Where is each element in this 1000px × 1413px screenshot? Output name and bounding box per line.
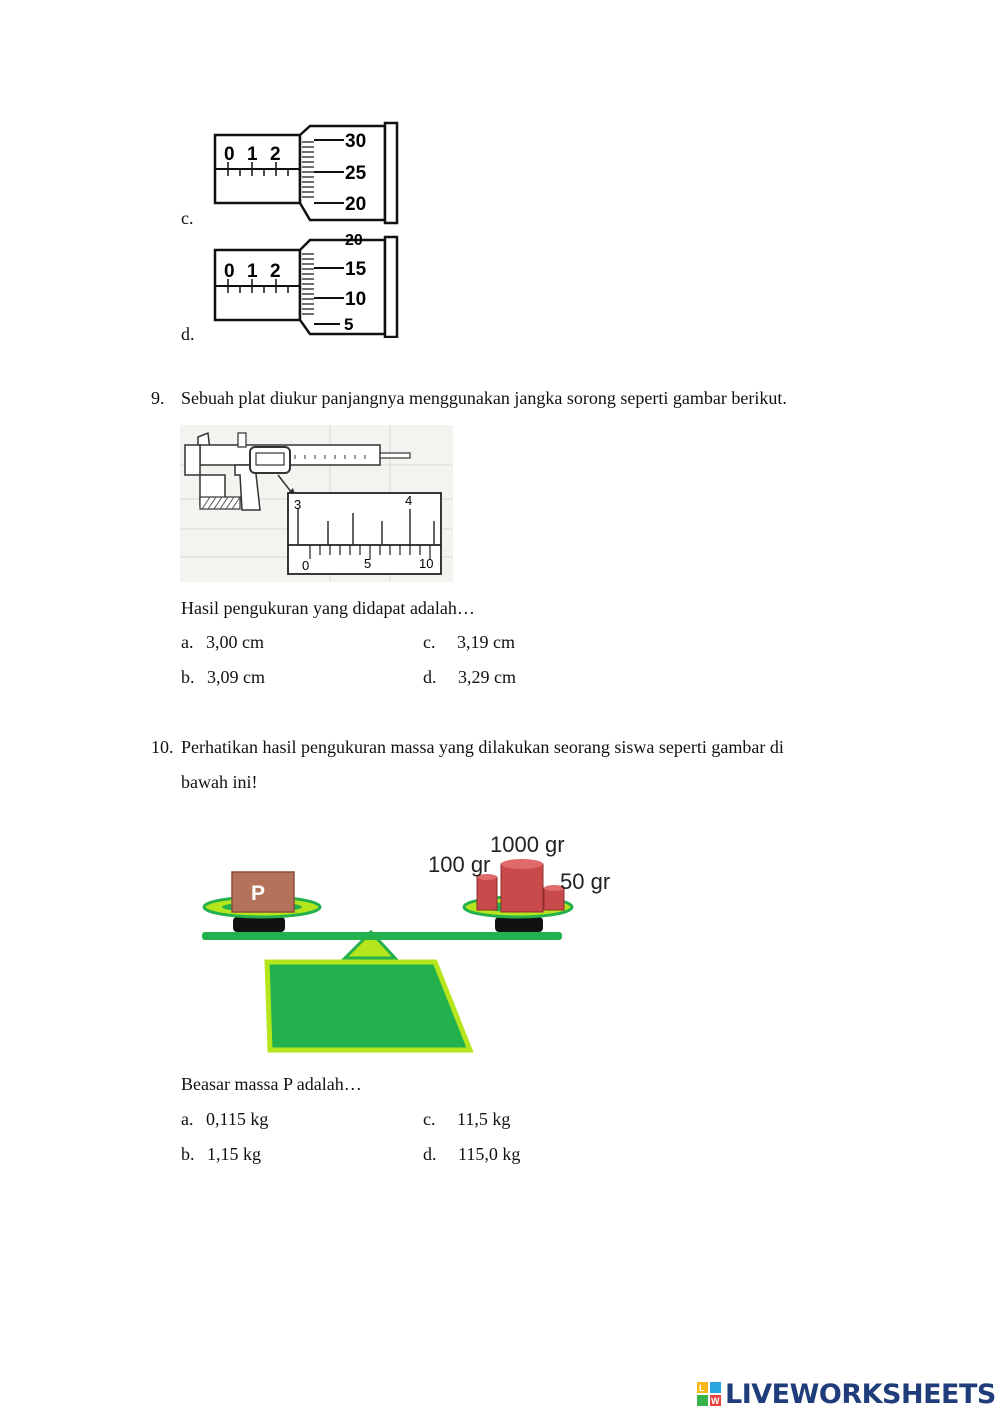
micrometer-c-main-1: 1 (247, 144, 258, 165)
q9-option-d-text: 3,29 cm (458, 667, 516, 687)
micrometer-c-thimble-1: 25 (345, 163, 367, 184)
q9-option-b-letter: b. (181, 667, 195, 687)
q10-option-d[interactable] (423, 1143, 520, 1165)
liveworksheets-logo[interactable] (697, 1378, 996, 1410)
liveworksheets-wordmark: LIVEWORKSHEETS (725, 1378, 996, 1410)
q10-option-d-text: 115,0 kg (458, 1144, 521, 1164)
micrometer-d-thimble-3: 5 (344, 315, 354, 334)
q10-question-line1: Perhatikan hasil pengukuran massa yang dilakukan seorang siswa seperti gambar di (181, 737, 784, 757)
caliper-vernier-label-10: 10 (419, 556, 434, 571)
logo-letter-l: L (699, 1383, 705, 1393)
micrometer-c-main-2: 2 (270, 144, 281, 165)
caliper-main-label-4: 4 (405, 493, 413, 508)
q9-option-a-text: 3,00 cm (206, 632, 264, 652)
q9-option-a-letter: a. (181, 632, 194, 652)
caliper-vernier-label-5: 5 (364, 556, 372, 571)
q9-option-d-letter: d. (423, 667, 437, 687)
q10-option-d-letter: d. (423, 1144, 437, 1164)
option-c-label: c. (181, 208, 194, 228)
object-p-label: P (251, 882, 266, 905)
q9-option-a[interactable] (181, 631, 264, 653)
micrometer-d-thimble-1: 15 (345, 259, 367, 280)
micrometer-c-thimble-0: 30 (345, 131, 367, 152)
q9-option-c[interactable] (423, 631, 515, 653)
micrometer-c-image (210, 120, 405, 226)
q10-option-b-letter: b. (181, 1144, 195, 1164)
q9-option-b[interactable] (181, 666, 265, 688)
q9-number: 9. (151, 388, 165, 408)
q9-prompt: Hasil pengukuran yang didapat adalah… (181, 598, 475, 618)
caliper-main-label-3: 3 (294, 497, 302, 512)
option-d-label: d. (181, 324, 195, 344)
micrometer-c-thimble-2: 20 (345, 194, 367, 215)
weight-100-label: 100 gr (428, 852, 491, 877)
q9-option-c-text: 3,19 cm (457, 632, 515, 652)
balance-scale-image (195, 822, 620, 1057)
micrometer-d-image (210, 232, 405, 338)
micrometer-c-main-0: 0 (224, 144, 235, 165)
micrometer-d-thimble-2: 10 (345, 289, 367, 310)
micrometer-d-main-2: 2 (270, 261, 281, 282)
q10-option-a-letter: a. (181, 1109, 194, 1129)
logo-letter-w: W (711, 1396, 720, 1406)
q10-option-a-text: 0,115 kg (206, 1109, 269, 1129)
micrometer-d-main-1: 1 (247, 261, 258, 282)
weight-50-label: 50 gr (560, 869, 611, 894)
q10-question-line2: bawah ini! (181, 772, 258, 792)
liveworksheets-logo-icon (697, 1382, 721, 1406)
vernier-caliper-image (180, 425, 453, 582)
micrometer-d-thimble-0: 20 (345, 232, 363, 249)
weight-1000-label: 1000 gr (490, 832, 565, 857)
q9-option-c-letter: c. (423, 632, 436, 652)
micrometer-d-main-0: 0 (224, 261, 235, 282)
q10-option-a[interactable] (181, 1108, 268, 1130)
q10-option-b-text: 1,15 kg (207, 1144, 261, 1164)
q10-option-c[interactable] (423, 1108, 510, 1130)
q10-option-c-letter: c. (423, 1109, 436, 1129)
q10-option-b[interactable] (181, 1143, 261, 1165)
q10-prompt: Beasar massa P adalah… (181, 1074, 362, 1094)
caliper-vernier-label-0: 0 (302, 558, 310, 573)
q10-option-c-text: 11,5 kg (457, 1109, 511, 1129)
q10-number: 10. (151, 737, 174, 757)
q9-question-text: Sebuah plat diukur panjangnya menggunakan jangka sorong seperti gambar berikut. (181, 388, 787, 408)
q9-option-b-text: 3,09 cm (207, 667, 265, 687)
q9-option-d[interactable] (423, 666, 516, 688)
